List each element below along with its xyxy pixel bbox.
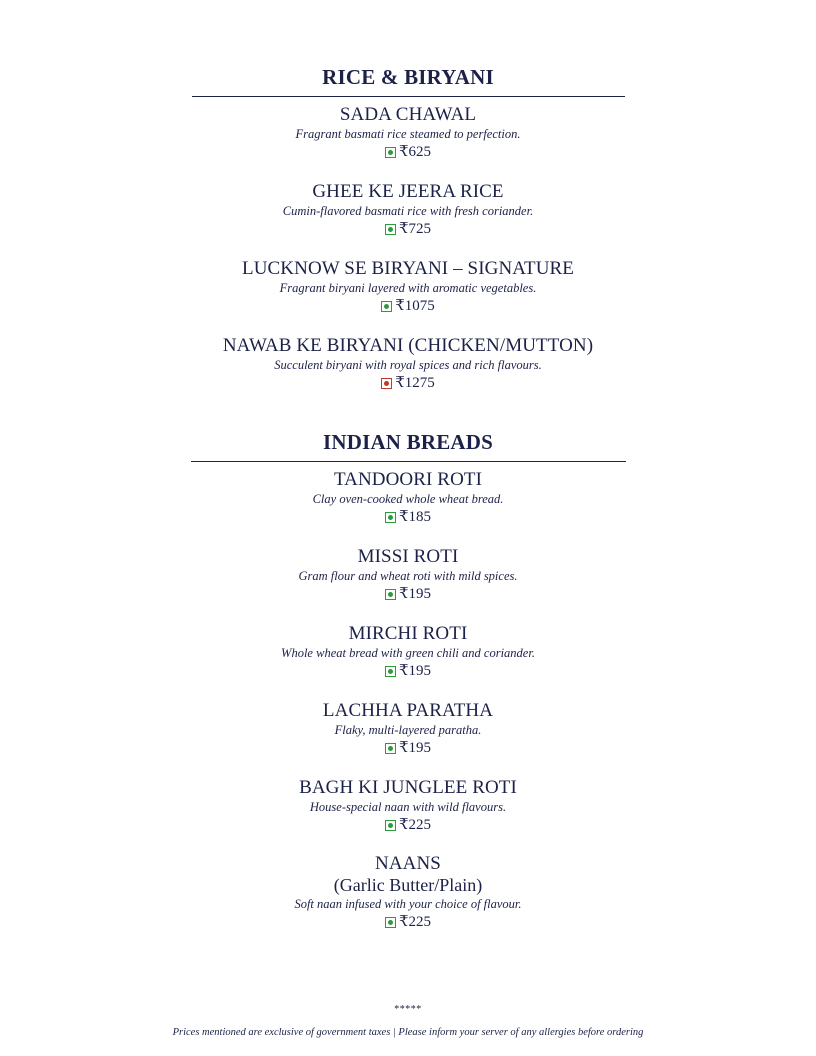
veg-icon [385,820,396,831]
item-price: ₹725 [398,221,432,237]
menu-item [0,623,816,682]
item-description: Gram flour and wheat roti with mild spices. [298,569,518,583]
section-divider [191,461,626,462]
item-price-row [385,220,431,238]
veg-icon [385,589,396,600]
item-name: GHEE KE JEERA RICE [312,181,504,202]
veg-icon [385,512,396,523]
item-price: ₹625 [398,144,432,160]
item-description: Fragrant basmati rice steamed to perfection. [295,127,521,141]
menu-item [0,335,816,394]
veg-icon [385,666,396,677]
item-name: NAANS [375,853,441,874]
item-price-row [381,374,435,392]
item-subtitle: (Garlic Butter/Plain) [333,875,483,895]
non-veg-icon [381,378,392,389]
item-price: ₹195 [398,740,432,756]
menu-item [0,469,816,528]
item-description: Flaky, multi-layered paratha. [334,723,482,737]
item-description: Cumin-flavored basmati rice with fresh coriander. [282,204,534,218]
menu-item [0,104,816,163]
item-price-row [385,913,431,931]
item-price: ₹225 [398,914,432,930]
item-name: SADA CHAWAL [339,104,477,125]
menu-item [0,777,816,836]
item-price-row [385,508,431,526]
item-price-row [385,739,431,757]
section-indian-breads [0,429,816,462]
item-name: LACHHA PARATHA [322,700,494,721]
item-name: MISSI ROTI [357,546,459,567]
item-description: Soft naan infused with your choice of flavour. [294,897,522,911]
veg-icon [385,147,396,158]
item-description: Succulent biryani with royal spices and rich flavours. [274,358,542,372]
veg-icon [385,743,396,754]
menu-item [0,258,816,317]
veg-icon [385,917,396,928]
item-price-row [385,816,431,834]
item-price: ₹225 [398,817,432,833]
item-price-row [385,585,431,603]
menu-item [0,700,816,759]
veg-icon [385,224,396,235]
item-description: Clay oven-cooked whole wheat bread. [312,492,504,506]
item-name: LUCKNOW SE BIRYANI – SIGNATURE [242,258,574,279]
item-name: TANDOORI ROTI [333,469,483,490]
item-price: ₹1275 [395,375,435,391]
item-name: NAWAB KE BIRYANI (CHICKEN/MUTTON) [222,335,594,356]
item-description: House-special naan with wild flavours. [309,800,507,814]
item-description: Fragrant biryani layered with aromatic vegetables. [279,281,537,295]
item-name: MIRCHI ROTI [348,623,468,644]
item-price-row [385,662,431,680]
menu-item [0,853,816,933]
footer-note: Prices mentioned are exclusive of government taxes | Please inform your server of any allergies before ordering [172,1027,644,1038]
section-title: INDIAN BREADS [322,430,494,454]
section-divider [192,96,625,97]
item-price: ₹195 [398,586,432,602]
veg-icon [381,301,392,312]
item-name: BAGH KI JUNGLEE ROTI [299,777,517,798]
item-price: ₹195 [398,663,432,679]
item-price-row [385,143,431,161]
item-price: ₹185 [398,509,432,525]
item-description: Whole wheat bread with green chili and coriander. [281,646,535,660]
item-price-row [381,297,435,315]
section-rice-biryani [0,64,816,97]
menu-item [0,181,816,240]
item-price: ₹1075 [395,298,435,314]
menu-item [0,546,816,605]
section-title: RICE & BIRYANI [322,65,494,89]
footer-stars: ***** [394,1004,422,1015]
